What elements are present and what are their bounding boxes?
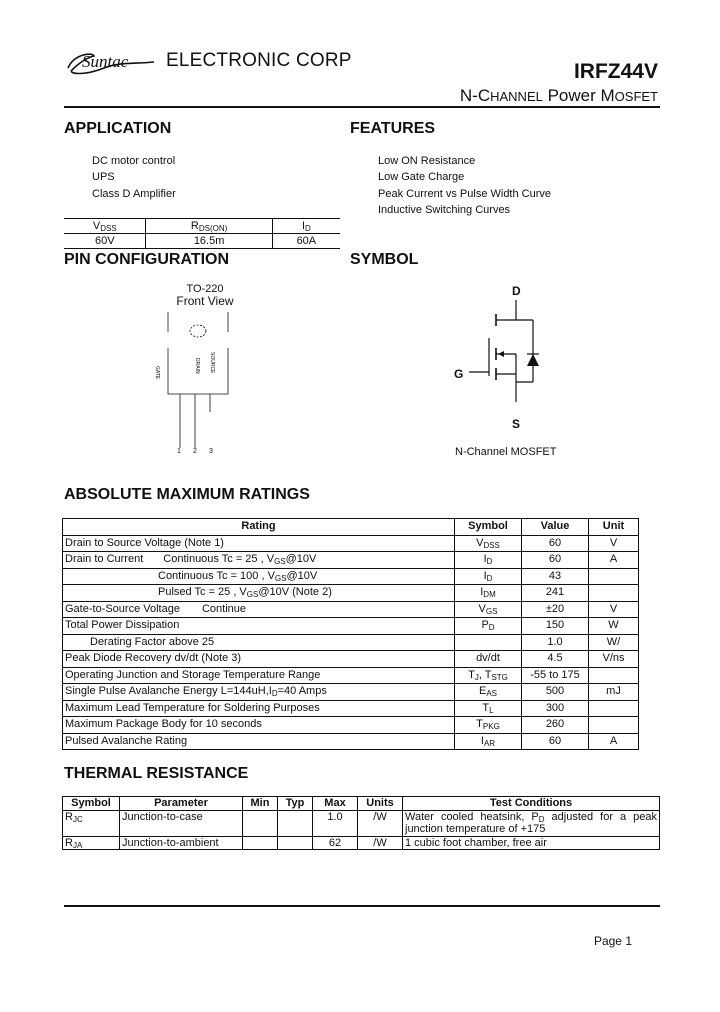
- col-value: Value: [522, 519, 589, 536]
- table-row: Total Power Dissipation $P_D$ 150 W: [63, 618, 639, 635]
- thermal-heading: THERMAL RESISTANCE: [64, 765, 249, 782]
- thermal-table: [62, 796, 660, 850]
- company-logo: [64, 46, 156, 78]
- list-item: Inductive Switching Curves: [378, 203, 511, 216]
- list-item: Low ON Resistance: [378, 155, 476, 167]
- list-item: Class D Amplifier: [92, 187, 176, 200]
- table-row: Continuous Tc = 100 , $V_{GS}@10V$ $I_D$ 43: [63, 568, 639, 585]
- abs-max-table: [62, 518, 639, 750]
- pin-number-3: 3: [209, 448, 213, 455]
- list-item: Low Gate Charge: [378, 171, 465, 184]
- key-spec-table: [64, 218, 340, 249]
- table-header-row: [63, 519, 639, 536]
- part-number: IRFZ44V: [573, 60, 658, 83]
- table-header-row: Symbol Parameter Min Typ Max Units Test Conditions: [63, 797, 660, 811]
- table-row: Drain to Current Continuous Tc = 25 , $V_{GS}@10V$ $I_D$ 60 A: [63, 552, 639, 569]
- pin-number-2: 2: [193, 448, 197, 455]
- pin-name-drain: DRAIN: [194, 358, 200, 374]
- symbol-heading: SYMBOL: [350, 251, 419, 268]
- table-row: Maximum Package Body for 10 seconds $T_{PKG}$ 260: [63, 717, 639, 734]
- application-list: [92, 153, 176, 202]
- pin-name-gate: GATE: [154, 366, 160, 380]
- application-heading: APPLICATION: [64, 120, 172, 137]
- spec-value-id: 60A: [272, 234, 340, 249]
- list-item: UPS: [92, 171, 115, 184]
- spec-header-rdson: $R_{DS(ON)}$: [146, 219, 272, 234]
- package-view: Front View: [176, 294, 234, 308]
- table-row: $R_{JC}$ Junction-to-case 1.0 /W Water cooled heatsink, $P_D$ adjusted for a peak junction temperature of +175: [63, 810, 660, 836]
- table-row: Derating Factor above 25 1.0 W/: [63, 634, 639, 651]
- symbol-caption: N-Channel MOSFET: [455, 446, 557, 458]
- footer-rule: [64, 905, 660, 907]
- table-row: $R_{JA}$ Junction-to-ambient 62 /W 1 cubic foot chamber, free air: [63, 836, 660, 850]
- col-rating: Rating: [63, 519, 455, 536]
- table-row: Single Pulse Avalanche Energy $L=144uH,I_D=40$ Amps $E_{AS}$ 500 mJ: [63, 684, 639, 701]
- col-unit: Unit: [589, 519, 639, 536]
- table-row: Pulsed Tc = 25 , $V_{GS}@10V$ (Note 2) $I_{DM}$ 241: [63, 585, 639, 602]
- table-row: Pulsed Avalanche Rating $I_{AR}$ 60 A: [63, 733, 639, 750]
- abs-max-heading: ABSOLUTE MAXIMUM RATINGS: [64, 486, 310, 503]
- list-item: DC motor control: [92, 155, 176, 167]
- features-list: [378, 153, 551, 218]
- symbol-label-s: S: [512, 417, 521, 431]
- pin-name-source: SOURCE: [209, 352, 215, 374]
- to220-package-drawing: [160, 312, 240, 462]
- pin-config-heading: PIN CONFIGURATION: [64, 251, 230, 268]
- table-row: Peak Diode Recovery dv/dt (Note 3) dv/dt 4.5 V/ns: [63, 651, 639, 668]
- logo-lettering: Suntac: [82, 52, 129, 71]
- features-heading: FEATURES: [350, 120, 436, 137]
- table-row: Gate-to-Source Voltage Continue $V_{GS}$ ±20 V: [63, 601, 639, 618]
- company-name: ELECTRONIC CORP: [166, 50, 352, 71]
- symbol-label-d: D: [512, 284, 521, 298]
- table-row: Drain to Source Voltage (Note 1) $V_{DSS}$ 60 V: [63, 535, 639, 552]
- mosfet-symbol: [465, 296, 555, 416]
- table-row: Operating Junction and Storage Temperature Range $T_J$, $T_{STG}$ -55 to 175: [63, 667, 639, 684]
- col-symbol: Symbol: [455, 519, 522, 536]
- part-subtitle: N-CHANNEL Power MOSFET: [459, 86, 658, 105]
- spec-header-vdss: $V_{DSS}$: [64, 219, 146, 234]
- list-item: Peak Current vs Pulse Width Curve: [378, 187, 552, 200]
- spec-value-rdson: 16.5m: [146, 234, 272, 249]
- table-row: Maximum Lead Temperature for Soldering Purposes $T_L$ 300: [63, 700, 639, 717]
- pin-number-1: 1: [177, 448, 181, 455]
- symbol-label-g: G: [454, 367, 464, 381]
- spec-value-vdss: 60V: [64, 234, 146, 249]
- package-name: TO-220: [186, 283, 224, 295]
- header-rule: [64, 106, 660, 108]
- spec-header-id: $I_D$: [272, 219, 340, 234]
- page-number: Page 1: [593, 934, 632, 948]
